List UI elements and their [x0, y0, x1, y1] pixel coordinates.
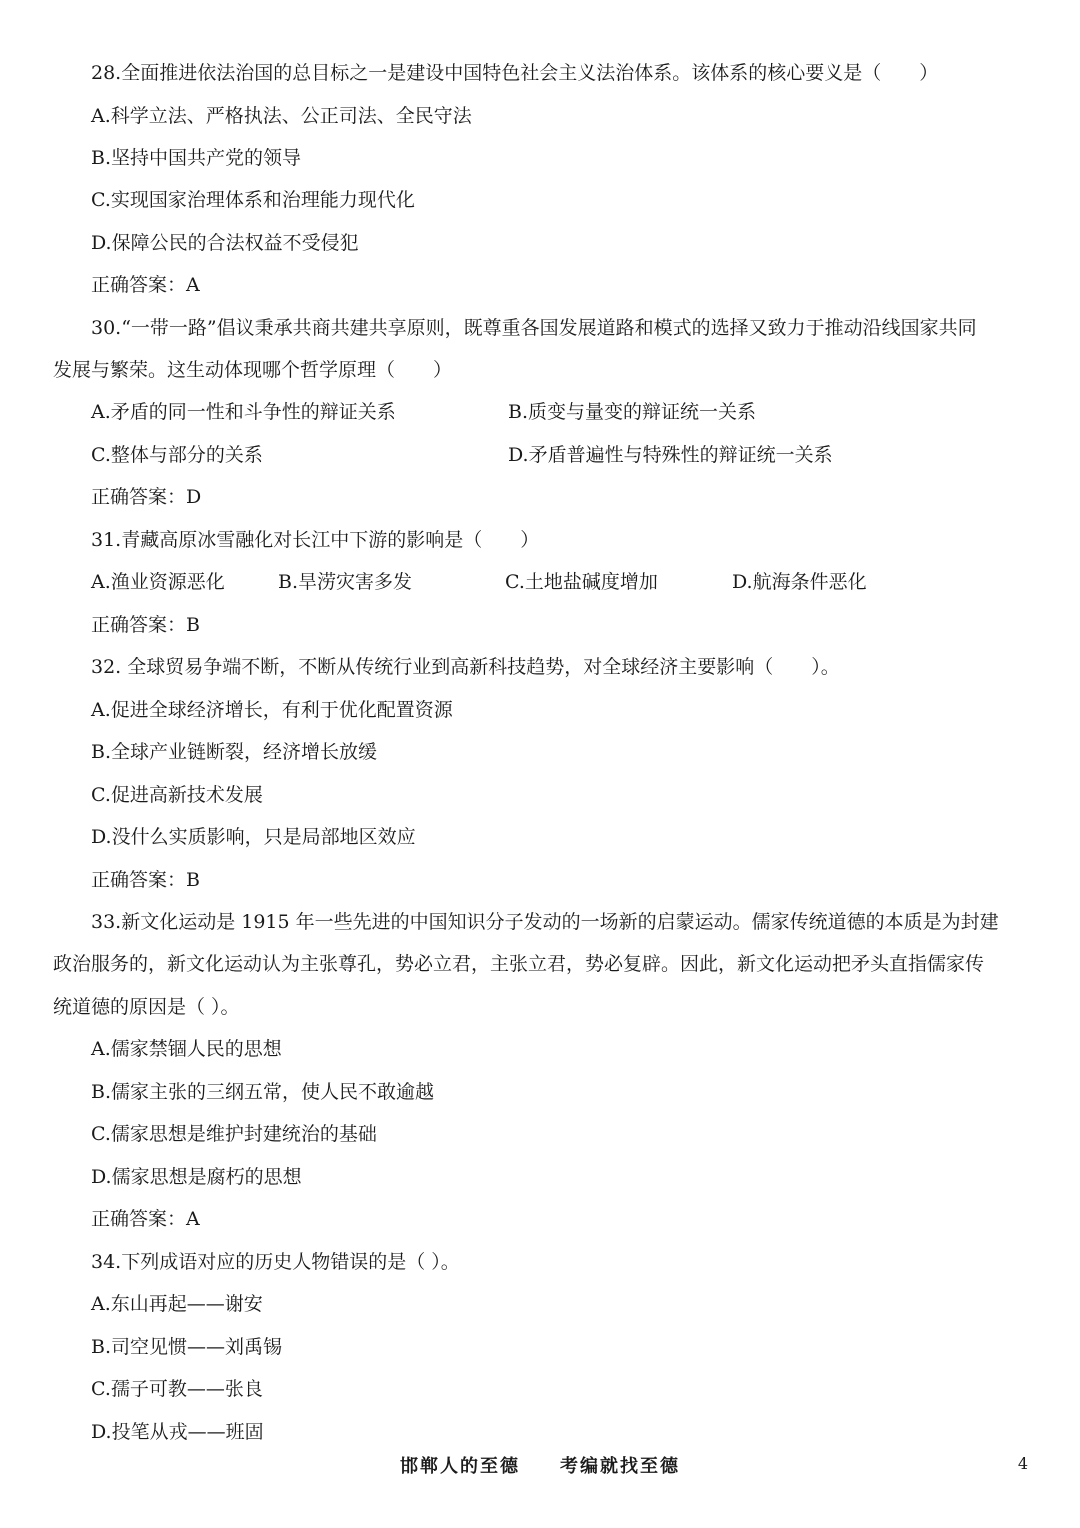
q33-option-a: A.儒家禁锢人民的思想 [91, 1038, 282, 1060]
q28-option-a: A.科学立法、严格执法、公正司法、全民守法 [91, 105, 472, 127]
q32-option-d: D.没什么实质影响，只是局部地区效应 [91, 826, 416, 848]
q30-options-row-1 [91, 400, 1028, 424]
question-33-text-line2: 政治服务的，新文化运动认为主张尊孔，势必立君，主张立君，势必复辟。因此，新文化运动把矛头直指儒家传 [53, 953, 985, 975]
page-number: 4 [1017, 1454, 1028, 1473]
q33-option-d: D.儒家思想是腐朽的思想 [91, 1166, 302, 1188]
q28-option-c: C.实现国家治理体系和治理能力现代化 [91, 189, 415, 211]
q32-option-c: C.促进高新技术发展 [91, 784, 263, 806]
q30-answer: 正确答案：D [91, 486, 202, 508]
q30-options-row-2 [91, 443, 1028, 467]
question-30-text-line2: 发展与繁荣。这生动体现哪个哲学原理（ ） [53, 359, 453, 381]
question-34-text: 34.下列成语对应的历史人物错误的是（ ）。 [91, 1251, 460, 1273]
q30-option-a: A.矛盾的同一性和斗争性的辩证关系 [91, 401, 396, 423]
question-28-text: 28.全面推进依法治国的总目标之一是建设中国特色社会主义法治体系。该体系的核心要义是（ ） [91, 62, 939, 84]
q28-option-d: D.保障公民的合法权益不受侵犯 [91, 232, 359, 254]
q31-option-d: D.航海条件恶化 [732, 571, 867, 593]
question-32-text: 32. 全球贸易争端不断，不断从传统行业到高新科技趋势，对全球经济主要影响（ ）。 [91, 656, 840, 678]
q33-option-c: C.儒家思想是维护封建统治的基础 [91, 1123, 377, 1145]
q31-answer: 正确答案：B [91, 614, 200, 636]
q28-option-b: B.坚持中国共产党的领导 [91, 147, 302, 169]
q34-option-a: A.东山再起——谢安 [91, 1293, 263, 1315]
q31-option-c: C.土地盐碱度增加 [505, 571, 658, 593]
q28-answer: 正确答案：A [91, 274, 200, 296]
q34-option-d: D.投笔从戎——班固 [91, 1421, 264, 1443]
q30-option-b: B.质变与量变的辩证统一关系 [508, 401, 757, 423]
q32-answer: 正确答案：B [91, 869, 200, 891]
q33-answer: 正确答案：A [91, 1208, 200, 1230]
question-30-text-line1: 30.“一带一路”倡议秉承共商共建共享原则，既尊重各国发展道路和模式的选择又致力于推动沿线国家共同 [91, 317, 977, 339]
q34-option-c: C.孺子可教——张良 [91, 1378, 263, 1400]
question-31-text: 31.青藏高原冰雪融化对长江中下游的影响是（ ） [91, 529, 540, 551]
q32-option-b: B.全球产业链断裂，经济增长放缓 [91, 741, 378, 763]
q31-option-a: A.渔业资源恶化 [91, 571, 225, 593]
question-33-text-line3: 统道德的原因是（ ）。 [53, 996, 240, 1018]
page-footer: 邯郸人的至德 考编就找至德 [400, 1456, 680, 1477]
q30-option-d: D.矛盾普遍性与特殊性的辩证统一关系 [508, 444, 833, 466]
q31-option-b: B.旱涝灾害多发 [278, 571, 413, 593]
q34-option-b: B.司空见惯——刘禹锡 [91, 1336, 283, 1358]
q30-option-c: C.整体与部分的关系 [91, 444, 263, 466]
q33-option-b: B.儒家主张的三纲五常，使人民不敢逾越 [91, 1081, 435, 1103]
question-33-text-line1: 33.新文化运动是 1915 年一些先进的中国知识分子发动的一场新的启蒙运动。儒家传统道德的本质是为封建 [91, 911, 999, 933]
q32-option-a: A.促进全球经济增长，有利于优化配置资源 [91, 699, 453, 721]
